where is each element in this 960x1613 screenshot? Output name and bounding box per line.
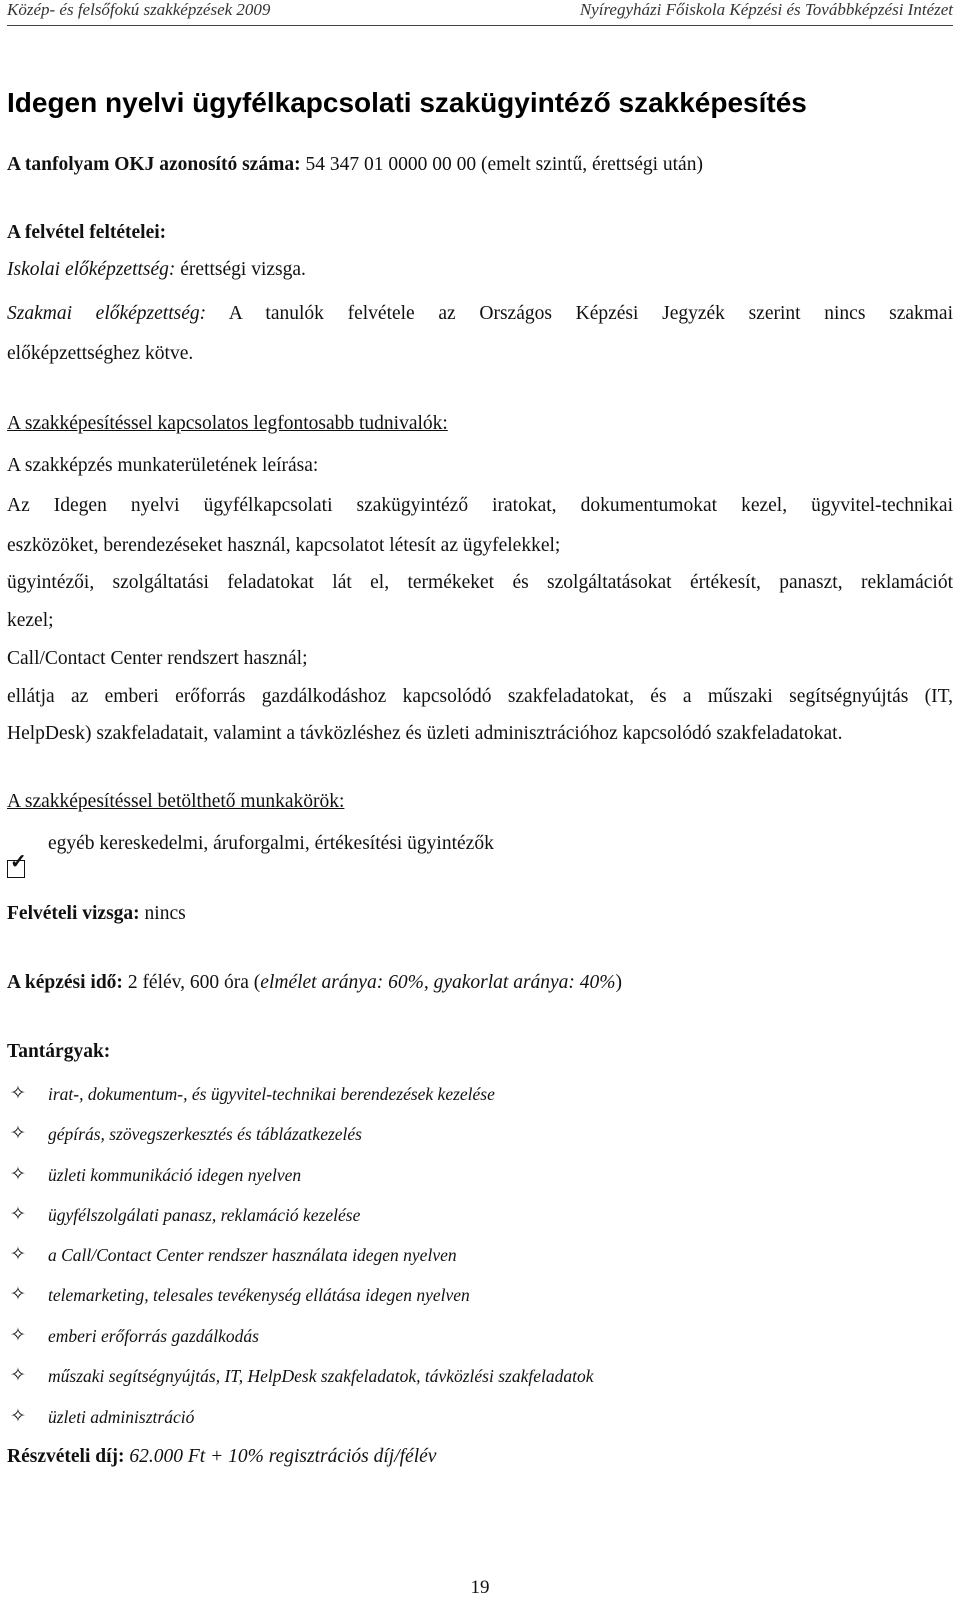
page-title: Idegen nyelvi ügyfélkapcsolati szakügyintéző szakképesítés	[7, 87, 807, 118]
fee-label: Részvételi díj:	[7, 1446, 125, 1467]
duration-close: )	[615, 972, 623, 993]
jobs-heading: A szakképesítéssel betölthető munkakörök:	[7, 791, 345, 812]
star-bullet-icon: ✧	[10, 1406, 26, 1427]
entrance-exam-line	[7, 903, 186, 925]
work-area-line: HelpDesk) szakfeladatait, valamint a távközléshez és üzleti adminisztrációhoz kapcsolódó szakfeladatokat.	[7, 723, 843, 744]
key-info-heading: A szakképesítéssel kapcsolatos legfontosabb tudnivalók:	[7, 413, 448, 434]
job-item: egyéb kereskedelmi, áruforgalmi, értékesítési ügyintézők	[48, 833, 494, 854]
work-area-subheading: A szakképzés munkaterületének leírása:	[7, 455, 319, 476]
okj-line	[7, 154, 703, 176]
star-bullet-icon: ✧	[10, 1083, 26, 1104]
work-area-line: eszközöket, berendezéseket használ, kapcsolatot létesít az ügyfelekkel;	[7, 535, 561, 556]
subject-item: emberi erőforrás gazdálkodás	[48, 1326, 259, 1346]
prof-prereq-label: Szakmai előképzettség:	[7, 303, 207, 324]
fee-value: 62.000 Ft + 10% regisztrációs díj/félév	[124, 1446, 437, 1467]
school-prereq-value: érettségi vizsga.	[175, 259, 306, 280]
star-bullet-icon: ✧	[10, 1365, 26, 1386]
prof-prereq-line-2: előképzettséghez kötve.	[7, 343, 194, 364]
okj-label: A tanfolyam OKJ azonosító száma:	[7, 154, 301, 175]
subject-item: műszaki segítségnyújtás, IT, HelpDesk szakfeladatok, távközlési szakfeladatok	[48, 1366, 594, 1386]
school-prereq-label: Iskolai előképzettség:	[7, 259, 176, 280]
star-bullet-icon: ✧	[10, 1325, 26, 1346]
prof-prereq-value: A tanulók felvétele az Országos Képzési Jegyzék szerint nincs szakmai	[206, 303, 953, 324]
running-header-right: Nyíregyházi Főiskola Képzési és Továbbképzési Intézet	[579, 0, 953, 19]
running-header-left: Közép- és felsőfokú szakképzések 2009	[7, 0, 271, 19]
star-bullet-icon: ✧	[10, 1164, 26, 1185]
checkmark-icon: ✓	[10, 851, 27, 873]
subject-item: irat-, dokumentum-, és ügyvitel-technikai berendezések kezelése	[48, 1084, 495, 1104]
okj-value: 54 347 01 0000 00 00 (emelt szintű, érettségi után)	[300, 154, 703, 175]
duration-label: A képzési idő:	[7, 972, 123, 993]
prof-prereq-line	[7, 303, 953, 325]
fee-line	[7, 1446, 436, 1468]
duration-ratio: elmélet aránya: 60%, gyakorlat aránya: 40%	[260, 972, 616, 993]
subjects-heading: Tantárgyak:	[7, 1041, 111, 1062]
work-area-line: Call/Contact Center rendszert használ;	[7, 648, 308, 669]
page-number: 19	[470, 1577, 490, 1598]
admission-heading: A felvétel feltételei:	[7, 222, 167, 243]
subject-item: gépírás, szövegszerkesztés és táblázatkezelés	[48, 1124, 362, 1144]
subject-item: ügyfélszolgálati panasz, reklamáció kezelése	[48, 1205, 361, 1225]
duration-value: 2 félév, 600 óra (	[122, 972, 261, 993]
work-area-line: ellátja az emberi erőforrás gazdálkodáshoz kapcsolódó szakfeladatokat, és a műszaki segítségnyújtás (IT,	[7, 686, 953, 707]
subject-item: üzleti kommunikáció idegen nyelven	[48, 1165, 302, 1185]
subject-item: üzleti adminisztráció	[48, 1407, 195, 1427]
star-bullet-icon: ✧	[10, 1244, 26, 1265]
star-bullet-icon: ✧	[10, 1284, 26, 1305]
star-bullet-icon: ✧	[10, 1123, 26, 1144]
work-area-line: Az Idegen nyelvi ügyfélkapcsolati szakügyintéző iratokat, dokumentumokat kezel, ügyvitel-technikai	[7, 495, 953, 516]
star-bullet-icon: ✧	[10, 1204, 26, 1225]
duration-line	[7, 972, 622, 994]
entrance-exam-value: nincs	[139, 903, 186, 924]
subject-item: telemarketing, telesales tevékenység ellátása idegen nyelven	[48, 1285, 470, 1305]
subject-item: a Call/Contact Center rendszer használata idegen nyelven	[48, 1245, 457, 1265]
entrance-exam-label: Felvételi vizsga:	[7, 903, 140, 924]
work-area-line: kezel;	[7, 610, 54, 631]
school-prereq-line	[7, 259, 306, 281]
work-area-line: ügyintézői, szolgáltatási feladatokat lát el, termékeket és szolgáltatásokat értékesít, panaszt, reklamációt	[7, 572, 953, 593]
header-rule	[7, 25, 953, 26]
